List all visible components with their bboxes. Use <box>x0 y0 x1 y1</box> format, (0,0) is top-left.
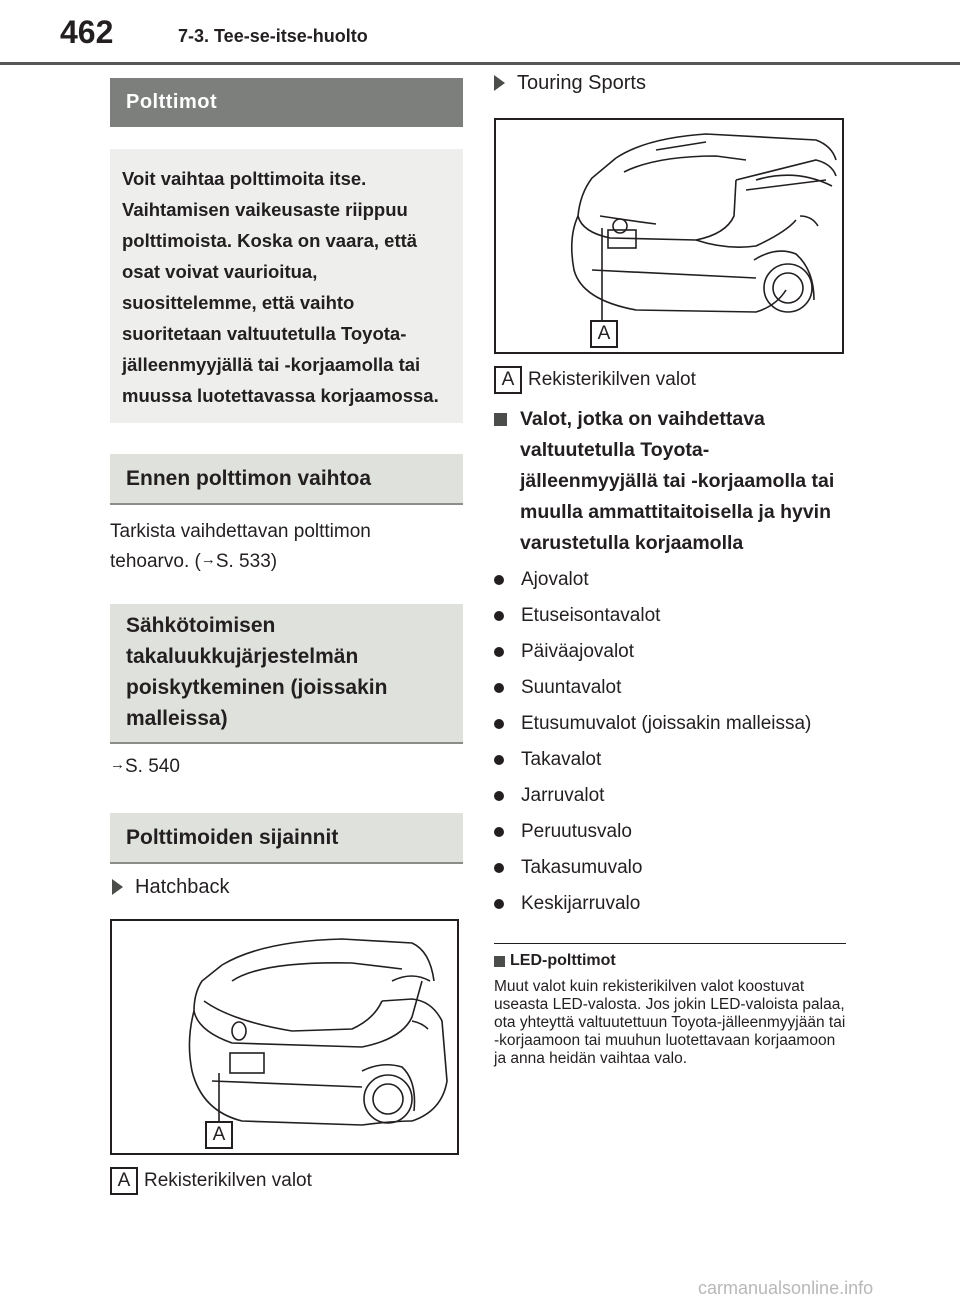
list-item-text: Suuntavalot <box>521 677 622 698</box>
hatchback-callout-a: A <box>205 1121 233 1149</box>
note-heading-text: LED-polttimot <box>510 952 616 969</box>
list-item <box>494 853 846 883</box>
note-text: Muut valot kuin rekisterikilven valot koostuvat useasta LED-valosta. Jos jokin LED-valoista palaa, ota yhteyttä valtuutettuun Toyota-jälleenmyyjään tai -korjaamoon tai muuhun luotettavaan korjaamoon ja anna heidän vaihtaa valo. <box>494 978 846 1067</box>
bullet-icon <box>494 611 504 621</box>
ennen-heading: Ennen polttimon vaihtoa <box>110 454 463 505</box>
list-item <box>494 817 846 847</box>
list-item <box>494 637 846 667</box>
caption-callout-a: A <box>110 1167 138 1195</box>
intro-box: Voit vaihtaa polttimoita itse. Vaihtamisen vaikeusaste riippuu polttimoista. Koska on vaara, että osat voivat vaurioitua, suosittelemme, että vaihto suoritetaan valtuutetulla Toyota-jälleenmyyjällä tai -korjaamolla tai muussa luotettavassa korjaamossa. <box>110 149 463 423</box>
triangle-bullet-icon <box>494 75 505 91</box>
list-item-text: Takavalot <box>521 749 602 770</box>
list-item-text: Ajovalot <box>521 569 589 590</box>
list-item <box>494 673 846 703</box>
note-heading <box>494 952 846 970</box>
list-item <box>494 709 846 739</box>
hatchback-label <box>110 876 463 899</box>
bullet-icon <box>494 899 504 909</box>
list-item-text: Etuseisontavalot <box>521 605 661 626</box>
bullet-icon <box>494 683 504 693</box>
touring-caption-text: Rekisterikilven valot <box>528 369 696 391</box>
hatchback-figure <box>110 919 459 1155</box>
watermark: carmanualsonline.info <box>698 1278 874 1298</box>
list-item <box>494 889 846 919</box>
ennen-line-2-prefix: tehoarvo. ( <box>110 551 201 572</box>
page-number: 462 <box>60 14 114 50</box>
touring-figure <box>494 118 844 354</box>
list-item-text: Päiväajovalot <box>521 641 635 662</box>
section-title: 7-3. Tee-se-itse-huolto <box>178 26 368 46</box>
hatchback-text: Hatchback <box>135 876 230 898</box>
sijainnit-heading: Polttimoiden sijainnit <box>110 813 463 864</box>
bullet-icon <box>494 755 504 765</box>
list-item-text: Takasumuvalo <box>521 857 643 878</box>
sahko-heading: Sähkötoimisen takaluukkujärjestelmän poiskytkeminen (joissakin malleissa) <box>110 604 463 744</box>
polttimot-heading: Polttimot <box>110 78 463 127</box>
bullet-icon <box>494 827 504 837</box>
list-item <box>494 565 846 595</box>
bullet-icon <box>494 575 504 585</box>
touring-callout-a: A <box>590 320 618 348</box>
list-item-text: Etusumuvalot (joissakin malleissa) <box>521 713 812 734</box>
ennen-close-paren: ) <box>270 551 278 572</box>
touring-rear-car-icon <box>496 120 842 352</box>
right-column <box>494 72 846 1068</box>
touring-caption <box>494 366 846 394</box>
note-divider <box>494 943 846 944</box>
bullet-icon <box>494 647 504 657</box>
dealer-heading-text: Valot, jotka on vaihdettava valtuutetulla Toyota-jälleenmyyjällä tai -korjaamolla tai muulla ammattitaitoisella ja hyvin varustetulla korjaamolla <box>520 408 835 554</box>
list-item-text: Peruutusvalo <box>521 821 632 842</box>
arrow-icon: → <box>200 551 216 568</box>
hatchback-rear-car-icon <box>112 921 457 1153</box>
bullet-icon <box>494 863 504 873</box>
bullet-icon <box>494 719 504 729</box>
triangle-bullet-icon <box>112 879 123 895</box>
bullet-icon <box>494 791 504 801</box>
touring-label <box>494 72 846 95</box>
hatchback-caption-text: Rekisterikilven valot <box>144 1170 312 1192</box>
hatchback-caption <box>110 1167 463 1195</box>
ennen-page-ref[interactable]: S. 533 <box>215 551 271 572</box>
list-item-text: Keskijarruvalo <box>521 893 641 914</box>
left-column <box>110 78 463 1195</box>
ennen-text <box>110 517 463 578</box>
list-item <box>494 601 846 631</box>
ennen-line-1: Tarkista vaihdettavan polttimon <box>110 521 371 542</box>
lights-list <box>494 565 846 919</box>
dealer-heading <box>494 404 846 559</box>
list-item-text: Jarruvalot <box>521 785 605 806</box>
list-item <box>494 745 846 775</box>
touring-text: Touring Sports <box>517 72 646 94</box>
ennen-line-2 <box>110 547 463 578</box>
sahko-page-ref[interactable]: S. 540 <box>125 756 180 777</box>
caption-callout-a: A <box>494 366 522 394</box>
sahko-ref <box>110 752 463 783</box>
header-rule <box>0 62 960 65</box>
square-bullet-icon <box>494 956 505 967</box>
list-item <box>494 781 846 811</box>
square-bullet-icon <box>494 413 507 426</box>
arrow-icon: → <box>110 756 125 773</box>
